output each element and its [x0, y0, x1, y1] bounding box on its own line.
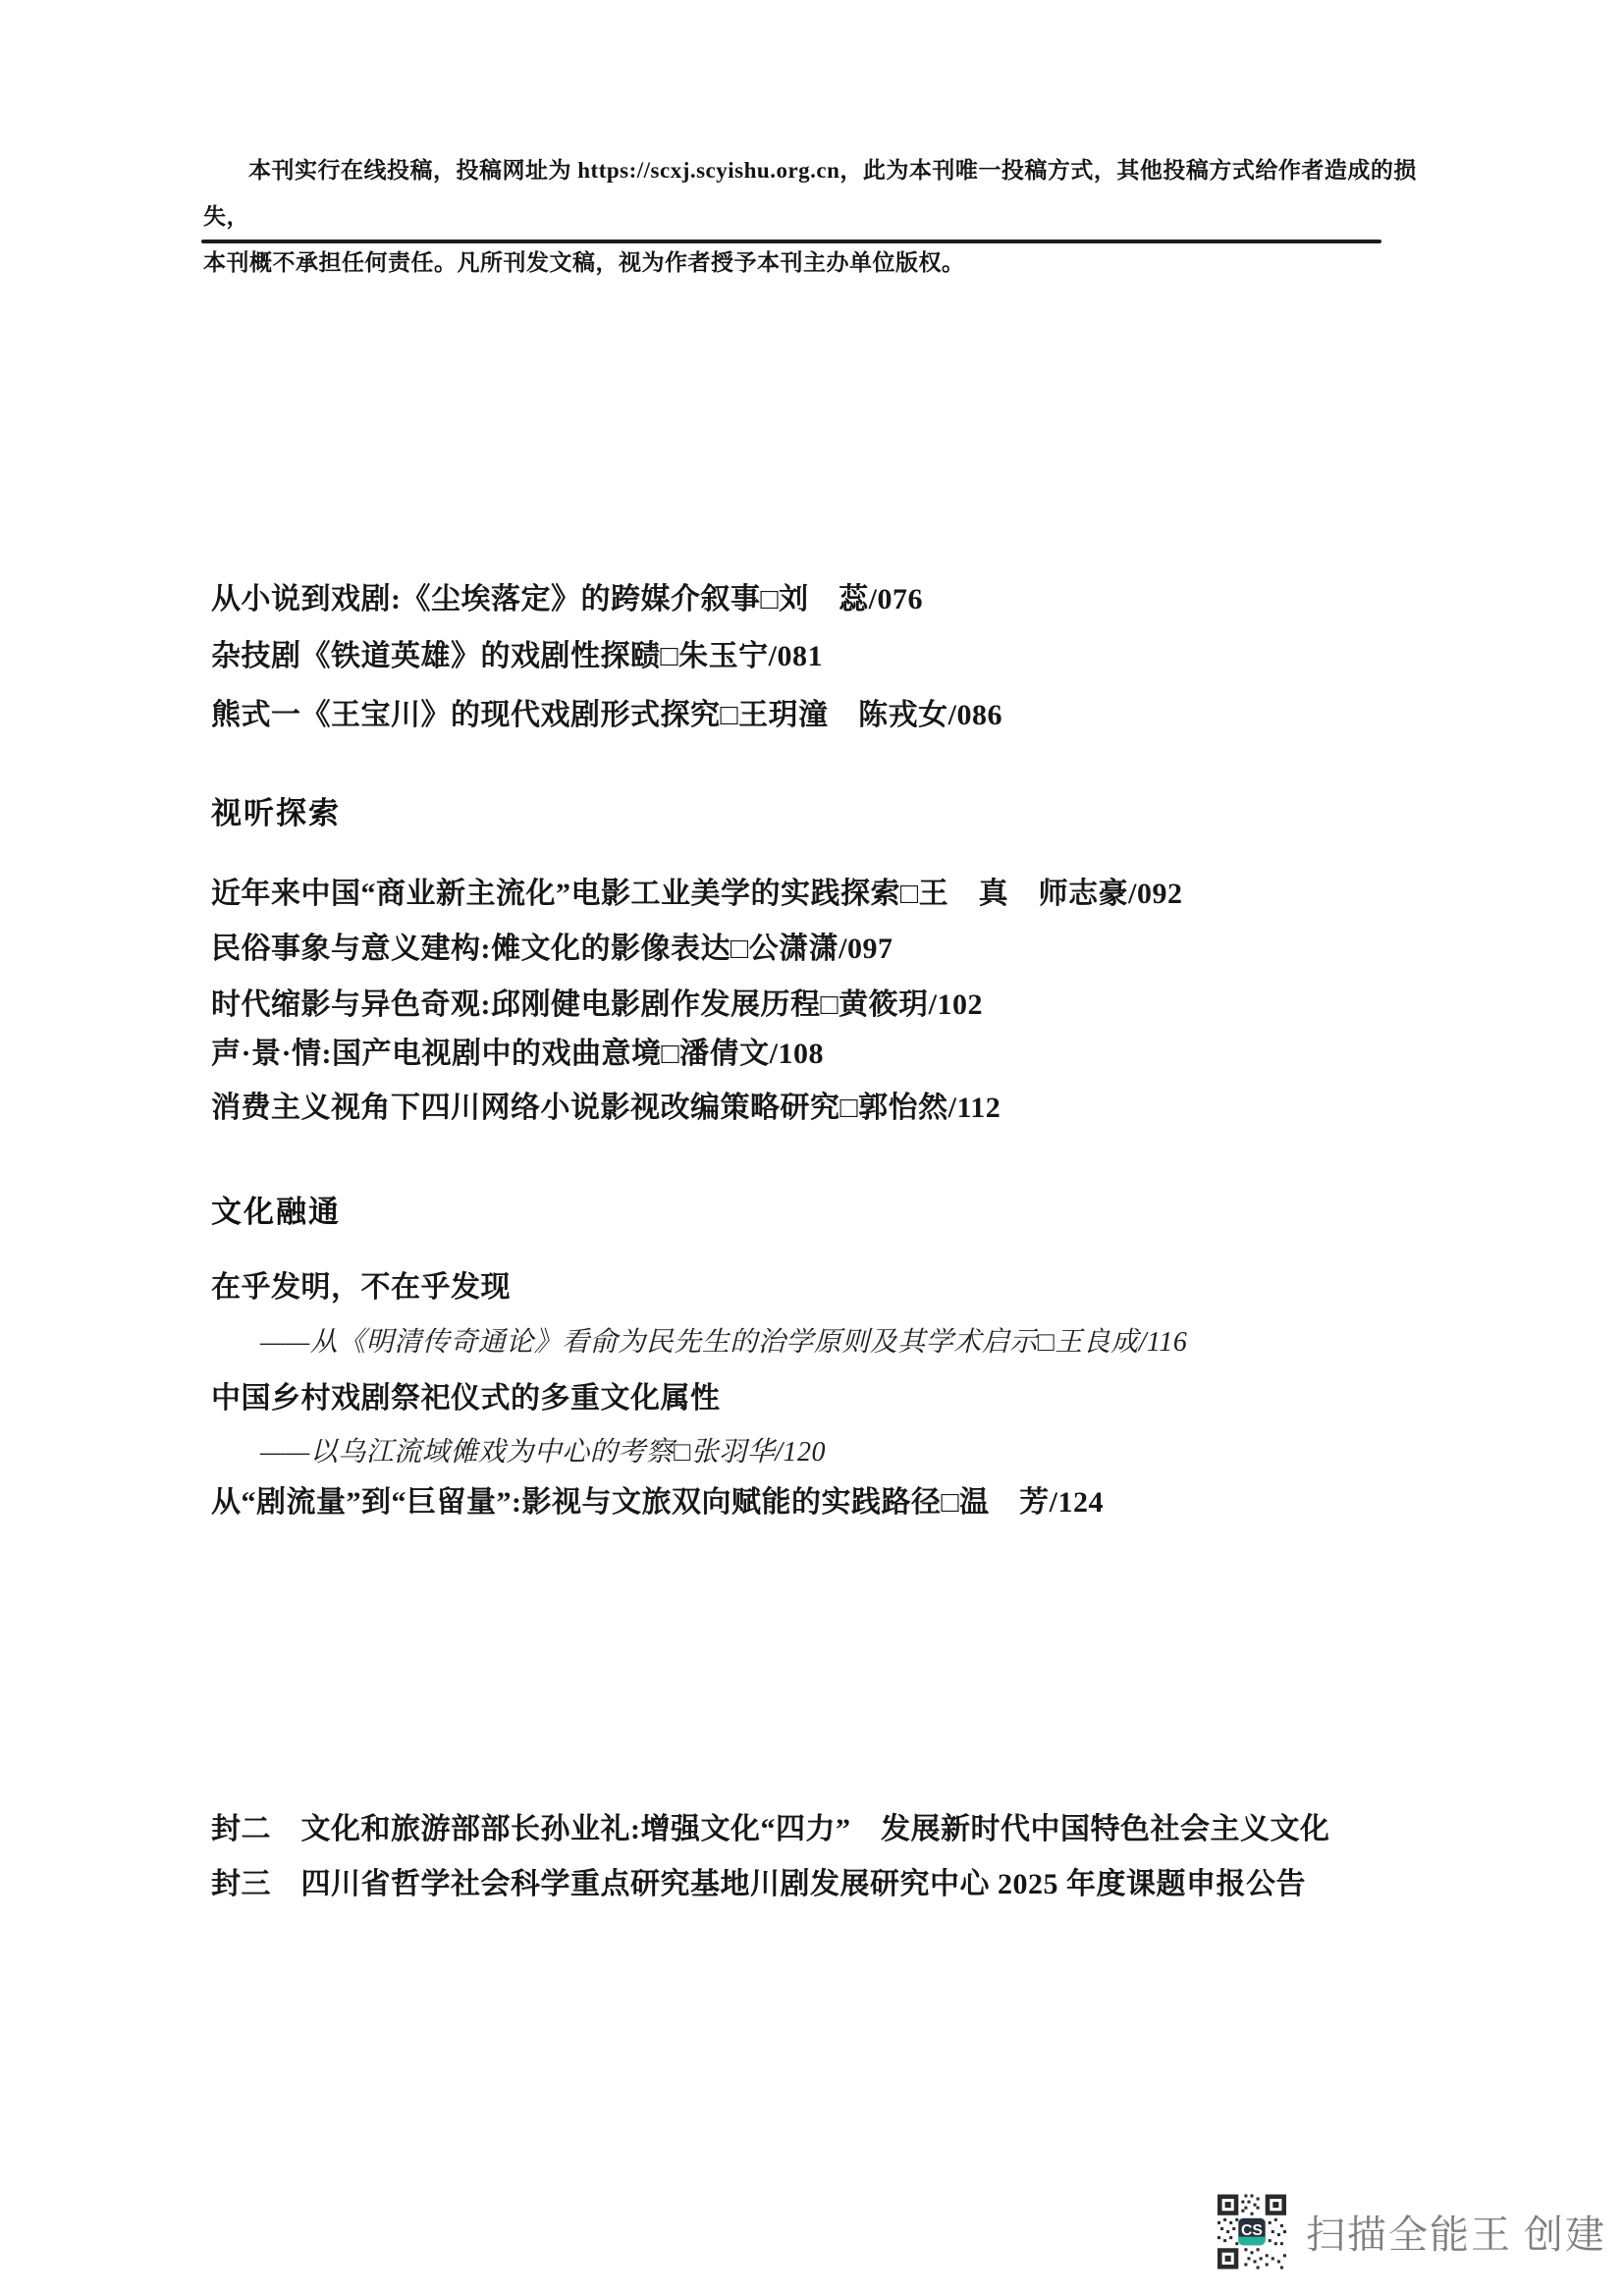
toc-entry: 近年来中国“商业新主流化”电影工业美学的实践探索□王 真 师志豪/092: [211, 878, 1183, 910]
toc-section-title: 文化融通: [211, 1195, 341, 1229]
toc-entry: 从“剧流量”到“巨留量”:影视与文旅双向赋能的实践路径□温 芳/124: [211, 1486, 1104, 1519]
toc-entry: 消费主义视角下四川网络小说影视改编策略研究□郭怡然/112: [211, 1092, 1001, 1124]
toc-entry-subtitle: ——以乌江流域傩戏为中心的考察□张羽华/120: [260, 1437, 826, 1468]
toc-entry: 时代缩影与异色奇观:邱刚健电影剧作发展历程□黄筱玥/102: [211, 988, 983, 1021]
svg-text:CS: CS: [1241, 2221, 1263, 2239]
toc-entry: 杂技剧《铁道英雄》的戏剧性探赜□朱玉宁/081: [211, 640, 823, 672]
notice-line-2: 本刊概不承担任何责任。凡所刊发文稿，视为作者授予本刊主办单位版权。: [203, 250, 965, 275]
toc-entry: 熊式一《王宝川》的现代戏剧形式探究□王玥潼 陈戎女/086: [211, 699, 1002, 731]
toc-entry: 在乎发明，不在乎发现: [211, 1271, 511, 1304]
notice-line-1: 本刊实行在线投稿，投稿网址为 https://scxj.scyishu.org.cn，此为本刊唯一投稿方式，其他投稿方式给作者造成的损失，: [203, 158, 1417, 229]
header-divider-rule: [201, 240, 1381, 243]
toc-entry: 中国乡村戏剧祭祀仪式的多重文化属性: [211, 1382, 721, 1415]
cover2-note: 封二 文化和旅游部部长孙业礼:增强文化“四力” 发展新时代中国特色社会主义文化: [211, 1813, 1330, 1845]
toc-entry: 从小说到戏剧:《尘埃落定》的跨媒介叙事□刘 蕊/076: [211, 583, 923, 615]
scanner-watermark: [1217, 2192, 1606, 2270]
toc-entry-subtitle: ——从《明清传奇通论》看俞为民先生的治学原则及其学术启示□王良成/116: [260, 1327, 1188, 1358]
camscanner-qr-icon: [1217, 2194, 1286, 2269]
toc-entry: 声·景·情:国产电视剧中的戏曲意境□潘倩文/108: [211, 1038, 824, 1070]
camscanner-logo: [1238, 2217, 1265, 2244]
toc-section-title: 视听探索: [211, 796, 341, 830]
toc-entry: 民俗事象与意义建构:傩文化的影像表达□公潇潇/097: [211, 933, 893, 965]
submission-notice: [203, 147, 1421, 286]
watermark-label: 扫描全能王 创建: [1306, 2212, 1606, 2257]
cover3-note: 封三 四川省哲学社会科学重点研究基地川剧发展研究中心 2025 年度课题申报公告: [211, 1868, 1306, 1900]
